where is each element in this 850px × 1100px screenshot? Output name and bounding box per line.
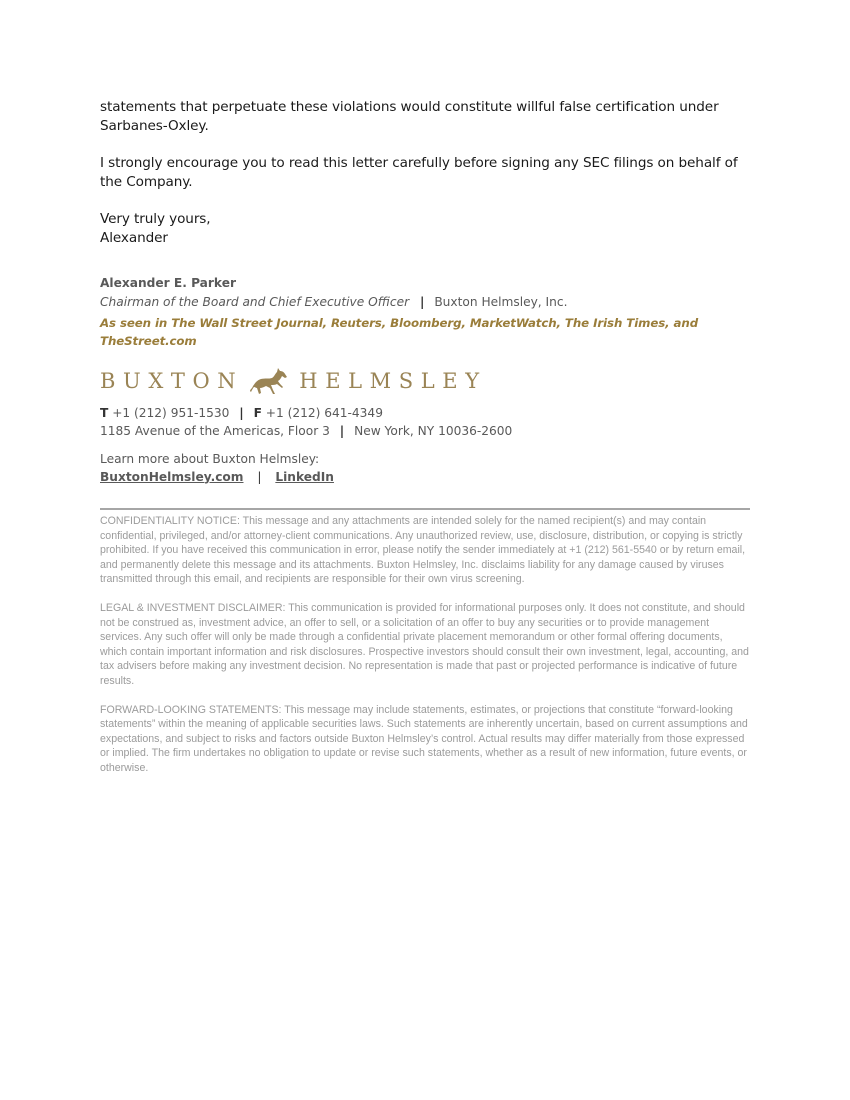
linkedin-link[interactable]: LinkedIn (275, 469, 334, 484)
company-logo (100, 364, 750, 398)
signature-company: Buxton Helmsley, Inc. (434, 295, 568, 309)
horse-icon (249, 366, 289, 396)
phone-label: T (100, 406, 109, 420)
signoff-name: Alexander (100, 230, 168, 246)
divider (100, 508, 750, 510)
signature-title: Chairman of the Board and Chief Executive Officer (100, 295, 410, 309)
address-street: 1185 Avenue of the Americas, Floor 3 (100, 423, 330, 438)
contact-info (100, 405, 750, 440)
separator: | (419, 295, 425, 309)
letter-paragraph: statements that perpetuate these violations would constitute willful false certification under Sarbanes-Oxley. (100, 99, 719, 134)
fax-number: +1 (212) 641-4349 (265, 406, 383, 420)
logo-text-right: HELMSLEY (299, 369, 487, 393)
fax-label: F (253, 406, 262, 420)
logo-text-left: BUXTON (100, 369, 244, 393)
as-seen-in: As seen in The Wall Street Journal, Reuters, Bloomberg, MarketWatch, The Irish Times, and TheStreet.com (100, 316, 699, 348)
address-line (100, 423, 750, 441)
signature-name: Alexander E. Parker (100, 276, 236, 290)
email-signature (100, 274, 750, 350)
separator: | (257, 469, 262, 484)
separator: | (339, 423, 345, 438)
phone-fax-line (100, 405, 750, 423)
letter-paragraph: I strongly encourage you to read this letter carefully before signing any SEC filings on behalf of the Company. (100, 155, 738, 190)
closing-phrase: Very truly yours, (100, 211, 211, 227)
address-city: New York, NY 10036-2600 (354, 423, 513, 438)
legal-disclaimer: LEGAL & INVESTMENT DISCLAIMER: This communication is provided for informational purposes only. It does not constitute, and should not be construed as, investment advice, an offer to sell, or a solicitation of an offer to buy any securities or to provide management services. Any such offer will only be made through a confidential private placement memorandum or other formal offering documents, which contain important information and risk disclosures. Prospective investors should consult their own investment, legal, accounting, and tax advisers before making any investment decision. No representation is made that past or projected performance is indicative of future results. (100, 602, 749, 687)
signature-links (100, 469, 750, 487)
disclaimer-section (100, 514, 750, 775)
website-link[interactable]: BuxtonHelmsley.com (100, 469, 244, 484)
letter-page (100, 98, 750, 790)
learn-more-text: Learn more about Buxton Helmsley: (100, 452, 320, 466)
separator: | (239, 406, 244, 420)
phone-number: +1 (212) 951-1530 (112, 406, 230, 420)
signature-title-line (100, 293, 750, 311)
forward-looking-statement: FORWARD-LOOKING STATEMENTS: This message may include statements, estimates, or projections that constitute “forward-looking statements” within the meaning of applicable securities laws. Such statements are inherently uncertain, based on current assumptions and expectations, and subject to risks and factors outside Buxton Helmsley’s control. Actual results may differ materially from those expressed or implied. The firm undertakes no obligation to update or revise such statements, whether as a result of new information, future events, or otherwise. (100, 703, 748, 774)
confidentiality-notice: CONFIDENTIALITY NOTICE: This message and any attachments are intended solely for the named recipient(s) and may contain confidential, privileged, and/or attorney-client communications. Any unauthorized review, use, disclosure, distribution, or copying is strictly prohibited. If you have received this communication in error, please notify the sender immediately at +1 (212) 561-5540 or by return email, and permanently delete this message and its attachments. Buxton Helmsley, Inc. disclaims liability for any damage caused by viruses transmitted through this email, and recipients are responsible for their own virus screening. (100, 515, 746, 585)
